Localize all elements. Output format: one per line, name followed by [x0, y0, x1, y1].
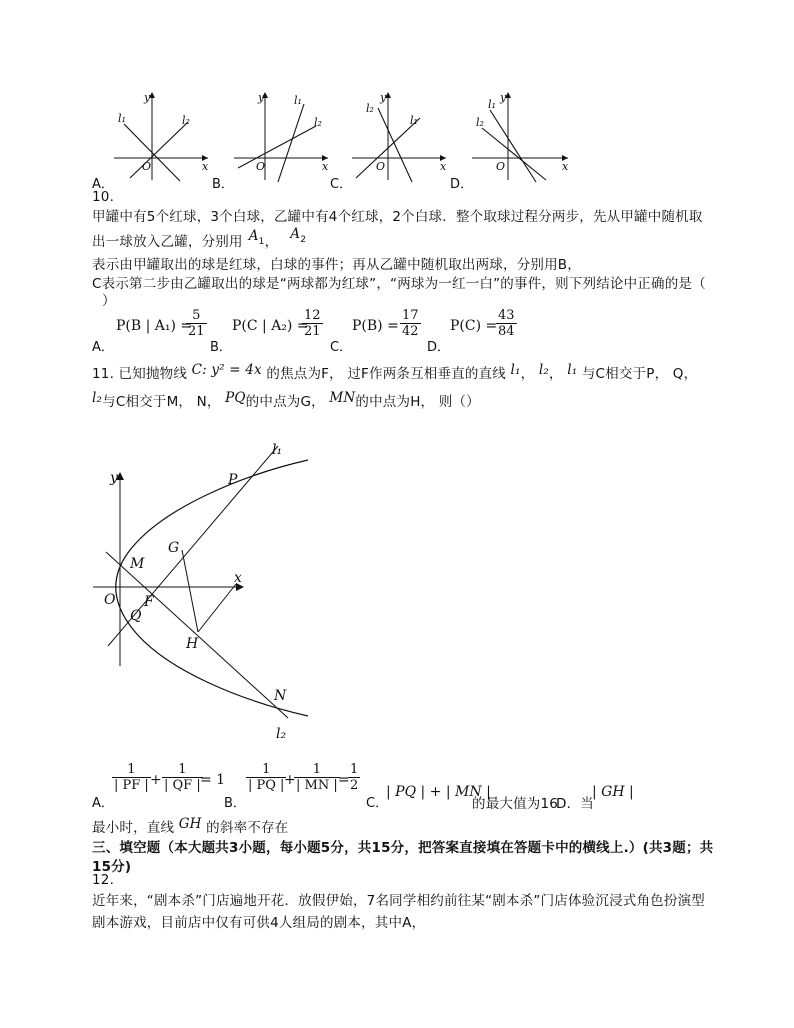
- graph-a-option-label: A．: [92, 177, 114, 192]
- q12-line2: 剧本游戏，目前店中仅有可供4人组局的剧本，其中A，: [92, 915, 426, 931]
- q11-option-d-text3: 的斜率不存在: [206, 820, 289, 836]
- q11-option-a-plus: +: [150, 772, 162, 788]
- q10-a2-sub: 2: [300, 234, 307, 245]
- q11-option-a-t1num: 1: [112, 762, 151, 778]
- q10-option-a-lhs: P(B | A₁) =: [116, 318, 193, 334]
- q10-option-a-den: 21: [188, 324, 205, 339]
- q10-option-b-label: B．: [210, 340, 232, 355]
- q10-option-a-frac: [186, 308, 207, 339]
- q11-sep2: ，: [548, 366, 563, 382]
- q11-line2: [92, 390, 480, 410]
- q11-option-a-term1: [112, 762, 151, 793]
- q11-option-b-eq: =: [338, 772, 350, 788]
- graph-d-option-label: D．: [450, 177, 474, 192]
- q10-line4: C表示第二步由乙罐取出的球是“两球都为红球”，“两球为一红一白”的事件，则下列结论中正确的是（: [92, 276, 706, 292]
- q10-a1-sub: 1: [258, 236, 265, 247]
- q10-option-d-frac: [496, 308, 517, 339]
- fig-label-x: x: [234, 570, 242, 586]
- graph-d-origin: O: [496, 160, 506, 173]
- fig-label-o: O: [104, 592, 116, 608]
- fig-parabola: [116, 460, 308, 716]
- section3-heading2: 15分): [92, 859, 132, 875]
- q11-line1-end: 与C相交于P， Q，: [581, 366, 698, 382]
- graph-c-option-label: C．: [330, 177, 353, 192]
- q10-a2: A: [290, 226, 301, 242]
- q10-option-c-label: C．: [330, 340, 353, 355]
- graph-option-d: [468, 88, 573, 183]
- q10-a1: A: [248, 228, 259, 244]
- q11-option-a-term2: [162, 762, 203, 793]
- graph-d-y-label: y: [500, 91, 507, 104]
- q11-line2-start: 与C相交于M， N，: [102, 394, 221, 410]
- q11-line2-end: 的中点为H， 则（）: [355, 394, 480, 410]
- graph-c-l2: l₂: [366, 102, 374, 115]
- graph-c-x-label: x: [440, 160, 447, 173]
- graph-b-y-label: y: [258, 91, 265, 104]
- q10-option-d-lhs: P(C) =: [450, 318, 498, 334]
- fig-label-y: y: [110, 470, 118, 486]
- fig-label-m: M: [130, 556, 145, 572]
- q11-option-c-text: 的最大值为16: [472, 796, 559, 812]
- q10-line2: [92, 226, 307, 253]
- q11-option-a-t2num: 1: [162, 762, 203, 778]
- q10-option-b-frac: [302, 308, 323, 339]
- fig-label-f: F: [144, 594, 154, 610]
- fig-line-l2: [106, 552, 288, 718]
- graph-b-origin: O: [256, 160, 266, 173]
- q10-option-b-num: 12: [304, 308, 321, 323]
- q10-option-c-den: 42: [402, 324, 419, 339]
- q10-line3: 表示由甲罐取出的球是红球，白球的事件；再从乙罐中随机取出两球，分别用B，: [92, 257, 581, 273]
- q10-option-a-label: A．: [92, 340, 114, 355]
- q11-option-b-t1num: 1: [246, 762, 286, 778]
- q11-l2: l₂: [538, 362, 549, 378]
- fig-label-g: G: [168, 540, 180, 556]
- q11-options: [92, 762, 712, 810]
- q11-sep1: ，: [520, 366, 535, 382]
- fig-segment-gh2: [198, 584, 236, 632]
- q11-l2b: l₂: [92, 390, 103, 406]
- graph-c-l1: l₁: [410, 114, 418, 127]
- q11-option-b-t1den: | PQ |: [248, 778, 285, 793]
- graph-a-x-label: x: [202, 160, 209, 173]
- q11-option-d-label: D．当: [556, 796, 594, 812]
- q11-option-c-expr: | PQ | + | MN |: [386, 784, 491, 800]
- q11-option-a-t2den: | QF |: [164, 778, 201, 793]
- q11-option-d-line2: [92, 816, 288, 836]
- q10-option-a-num: 5: [186, 308, 207, 324]
- graph-b-l2: l₂: [314, 116, 322, 129]
- q10-comma: ，: [264, 234, 279, 250]
- q10-line5: ）: [102, 293, 116, 309]
- fig-label-p: P: [228, 472, 238, 488]
- q10-option-b-den: 21: [304, 324, 321, 339]
- graph-option-b: [230, 88, 330, 183]
- fig-label-h: H: [186, 636, 199, 652]
- graph-option-c: [348, 88, 448, 183]
- q11-option-b-t2num: 1: [294, 762, 340, 778]
- q11-option-b-rhs: [348, 762, 360, 793]
- q12-line1: 近年来，“剧本杀”门店遍地开花．放假伊始，7名同学相约前往某“剧本杀”门店体验沉浸式角色扮演型: [92, 893, 705, 909]
- fig-label-q: Q: [130, 608, 142, 624]
- q11-option-b-term1: [246, 762, 286, 793]
- q11-line1: [92, 362, 697, 382]
- graph-b-x-label: x: [322, 160, 329, 173]
- q10-option-c-frac: [400, 308, 421, 339]
- q11-option-b-plus: +: [284, 772, 296, 788]
- graph-a-origin: O: [142, 160, 152, 173]
- q10-option-d-label: D．: [427, 340, 451, 355]
- q10-number: 10.: [92, 189, 115, 205]
- graph-c-origin: O: [376, 160, 386, 173]
- fig-label-l1: l₁: [272, 442, 283, 458]
- q11-option-d-gh: GH: [178, 816, 202, 832]
- q11-line1-intro: 11. 已知抛物线: [92, 366, 188, 382]
- q11-option-b-rden: 2: [350, 778, 359, 793]
- q12-number: 12.: [92, 872, 115, 888]
- q10-line1: 甲罐中有5个红球，3个白球，乙罐中有4个红球，2个白球．整个取球过程分两步，先从甲罐中随机取: [92, 209, 703, 225]
- fig-label-n: N: [274, 688, 287, 704]
- q11-option-c-label: C．: [366, 796, 389, 811]
- graph-a-l2: l₂: [182, 114, 190, 127]
- graph-d-l2: l₂: [476, 116, 484, 129]
- q11-option-a-rhs: = 1: [200, 772, 226, 788]
- graph-b-l1: l₁: [294, 94, 302, 107]
- q11-option-b-label: B．: [224, 796, 246, 811]
- graph-d-l1: l₁: [488, 98, 496, 111]
- q10-option-d-num: 43: [498, 308, 515, 323]
- q11-line1-mid: 的焦点为F， 过F作两条互相垂直的直线: [266, 366, 506, 382]
- graph-option-a: [110, 88, 210, 183]
- graph-a-y-label: y: [144, 91, 151, 104]
- q11-pq: PQ: [225, 390, 246, 406]
- q11-option-a-label: A．: [92, 796, 114, 811]
- graph-a-l1: l₁: [118, 112, 126, 125]
- q11-parabola: C: y² = 4x: [191, 362, 262, 378]
- section3-heading: 三、填空题（本大题共3小题，每小题5分，共15分，把答案直接填在答题卡中的横线上.）(共3题；共: [92, 840, 714, 856]
- q11-l1: l₁: [510, 362, 521, 378]
- q11-line2-mid: 的中点为G，: [245, 394, 325, 410]
- q11-option-d-text2: 最小时，直线: [92, 820, 175, 836]
- q10-option-c-lhs: P(B) =: [352, 318, 399, 334]
- graph-c-y-label: y: [380, 91, 387, 104]
- fig-label-l2: l₂: [276, 726, 287, 742]
- q11-option-b-t2den: | MN |: [296, 778, 338, 793]
- q11-option-a-t1den: | PF |: [114, 778, 149, 793]
- graph-d-x-label: x: [562, 160, 569, 173]
- q11-option-d-expr: | GH |: [592, 784, 634, 800]
- q11-mn: MN: [329, 390, 356, 406]
- fig-segment-gh: [182, 550, 198, 632]
- q10-option-c-num: 17: [402, 308, 419, 323]
- q10-options: [92, 308, 552, 355]
- q11-figure: [88, 438, 328, 748]
- q11-l1b: l₁: [567, 362, 578, 378]
- q11-option-b-rnum: 1: [350, 762, 359, 777]
- q10-option-d-den: 84: [498, 324, 515, 339]
- graph-b-option-label: B．: [212, 177, 234, 192]
- q10-option-b-lhs: P(C | A₂) =: [232, 318, 309, 334]
- q11-option-b-term2: [294, 762, 340, 793]
- q10-line2-text: 出一球放入乙罐，分别用: [92, 234, 243, 250]
